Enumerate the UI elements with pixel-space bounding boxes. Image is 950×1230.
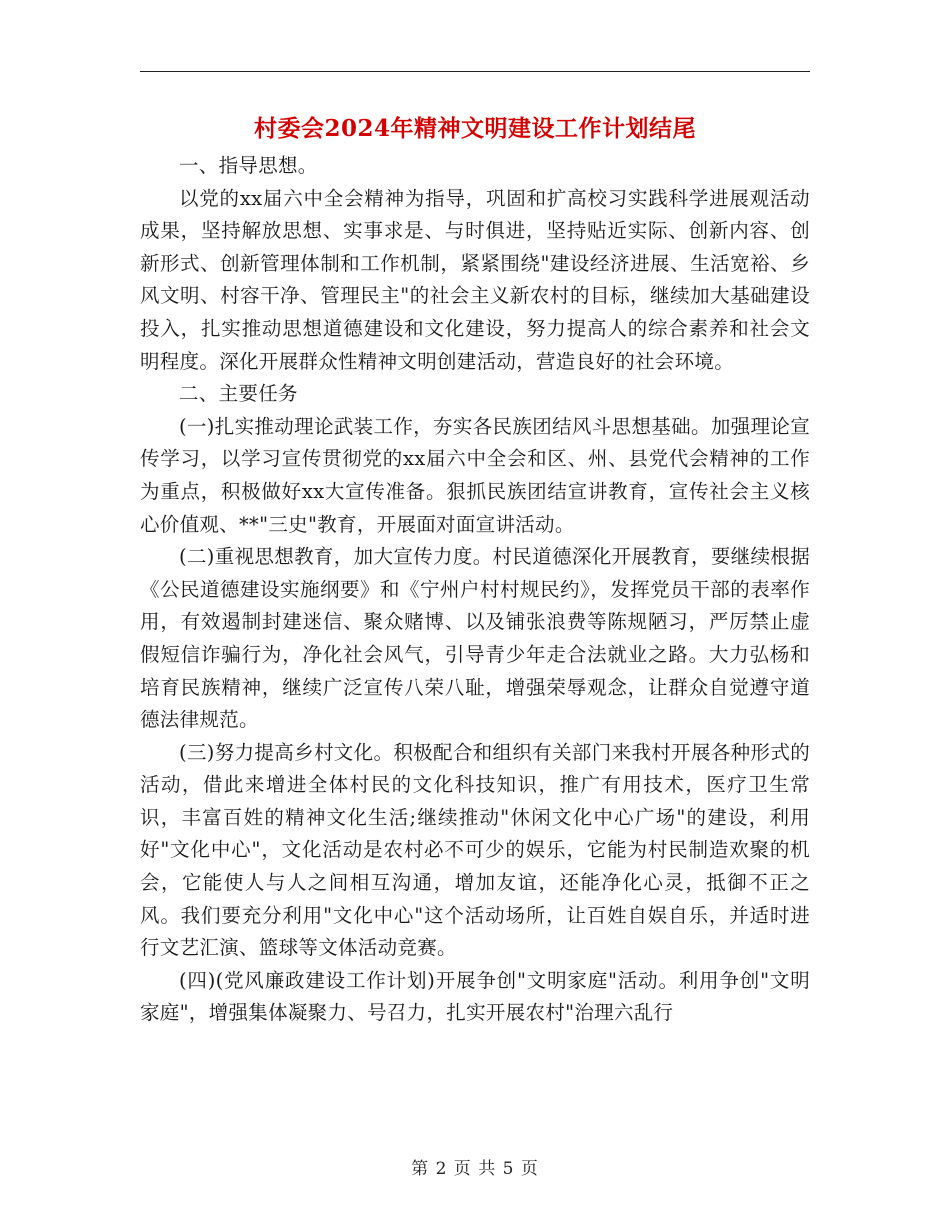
paragraph-task-2: (二)重视思想教育，加大宣传力度。村民道德深化开展教育，要继续根据《公民道德建设实施纲要》和《宁州户村村规民约》，发挥党员干部的表率作用，有效遏制封建迷信、聚众赌博、以及铺张浪费等陈规陋习，严厉禁止虚假短信诈骗行为，净化社会风气，引导青少年走合法就业之路。大力弘杨和培育民族精神，继续广泛宣传八荣八耻，增强荣辱观念，让群众自觉遵守道德法律规范。: [140, 545, 810, 732]
paragraph-task-3: (三)努力提高乡村文化。积极配合和组织有关部门来我村开展各种形式的活动，借此来增进全体村民的文化科技知识，推广有用技术，医疗卫生常识，丰富百姓的精神文化生活;继续推动"休闲文化中心广场"的建设，利用好"文化中心"，文化活动是农村必不可少的娱乐，它能为村民制造欢聚的机会，它能使人与人之间相互沟通，增加友谊，还能净化心灵，抵御不正之风。我们要充分利用"文化中心"这个活动场所，让百姓自娱自乐，并适时进行文艺汇演、篮球等文体活动竞赛。: [140, 740, 810, 960]
document-body: [140, 150, 810, 1030]
paragraph-task-1: (一)扎实推动理论武装工作，夯实各民族团结风斗思想基础。加强理论宣传学习，以学习宣传贯彻党的xx届六中全会和区、州、县党代会精神的工作为重点，积极做好xx大宣传准备。狠抓民族团结宣讲教育，宣传社会主义核心价值观、**"三史"教育，开展面对面宣讲活动。: [140, 414, 810, 536]
section-heading-guiding-ideology: 一、指导思想。: [179, 154, 318, 177]
header-rule: [140, 71, 810, 72]
page-number-footer: 第 2 页 共 5 页: [411, 1159, 539, 1179]
paragraph-task-4: (四)(党风廉政建设工作计划)开展争创"文明家庭"活动。利用争创"文明家庭"，增强集体凝聚力、号召力，扎实开展农村"治理六乱行: [140, 968, 810, 1025]
paragraph-guiding-ideology: 以党的xx届六中全会精神为指导，巩固和扩高校习实践科学进展观活动成果，坚持解放思想、实事求是、与时俱进，坚持贴近实际、创新内容、创新形式、创新管理体制和工作机制，紧紧围绕"建设经济进展、生活宽裕、乡风文明、村容干净、管理民主"的社会主义新农村的目标，继续加大基础建设投入，扎实推动思想道德建设和文化建设，努力提高人的综合素养和社会文明程度。深化开展群众性精神文明创建活动，营造良好的社会环境。: [140, 186, 810, 373]
section-heading-main-tasks: 二、主要任务: [179, 382, 298, 406]
document-title: 村委会2024年精神文明建设工作计划结尾: [253, 115, 696, 142]
